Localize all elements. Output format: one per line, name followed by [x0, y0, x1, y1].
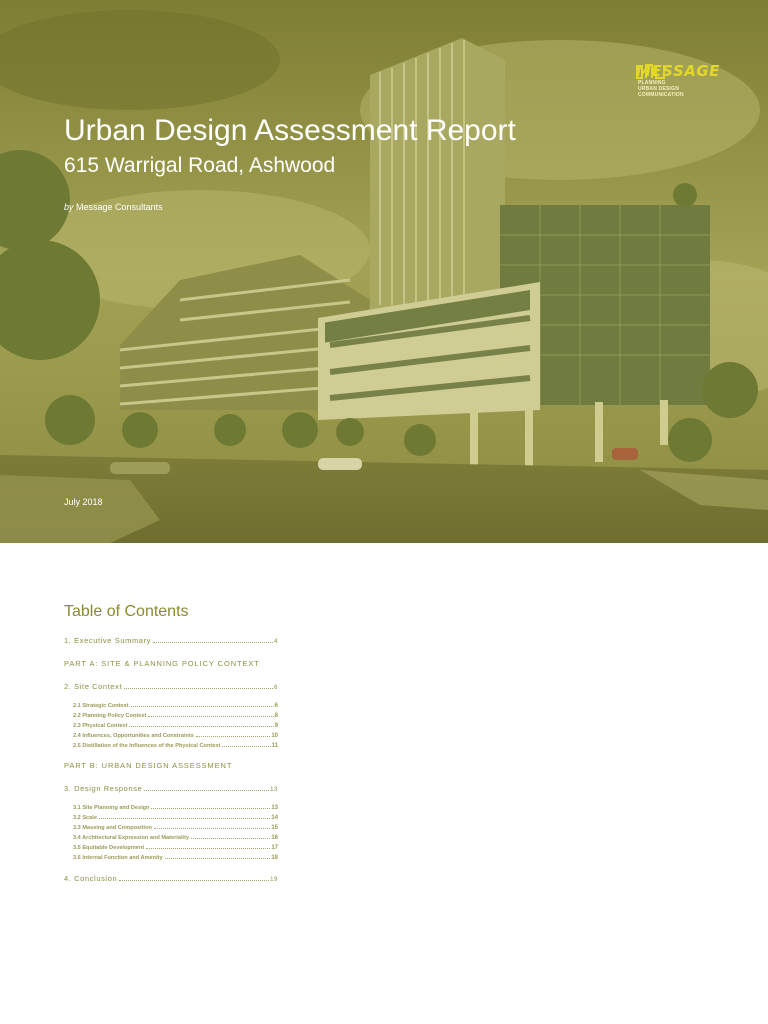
toc-entry-label: 2.1 Strategic Context — [73, 703, 129, 709]
toc-entry-page: 18 — [271, 855, 278, 861]
toc-subentry[interactable] — [73, 825, 278, 831]
toc-entry-page: 15 — [271, 825, 278, 831]
report-address: 615 Warrigal Road, Ashwood — [64, 154, 336, 177]
logo-wordmark: MESSAGE — [636, 62, 720, 80]
toc-subentry[interactable] — [73, 733, 278, 739]
toc-subentry[interactable] — [73, 723, 278, 729]
toc-entry-page: 6 — [274, 685, 278, 691]
toc-entry[interactable] — [64, 874, 278, 883]
toc-entry-label: 4. Conclusion — [64, 874, 118, 883]
author-name: Message Consultants — [76, 202, 163, 212]
toc-entry-label: 2.2 Planning Policy Context — [73, 713, 147, 719]
toc-leader — [124, 688, 273, 689]
toc-entry-label: 2.5 Distillation of the Influences of the Physical Context — [73, 743, 221, 749]
toc-leader — [191, 838, 270, 839]
logo-line-communication: COMMUNICATION — [638, 92, 684, 98]
report-author — [64, 202, 163, 212]
toc-entry-page: 9 — [274, 723, 278, 729]
toc-entry[interactable] — [64, 682, 278, 691]
toc-entry-label: 3.3 Massing and Composition — [73, 825, 152, 831]
toc-subentry[interactable] — [73, 845, 278, 851]
toc-part-heading: PART A: SITE & PLANNING POLICY CONTEXT — [64, 659, 260, 668]
message-logo — [636, 62, 734, 102]
toc-leader — [146, 848, 270, 849]
toc-leader — [99, 818, 270, 819]
toc-leader — [144, 790, 269, 791]
toc-heading: Table of Contents — [64, 603, 189, 620]
toc-entry[interactable] — [64, 636, 278, 645]
report-title: Urban Design Assessment Report — [64, 114, 516, 147]
toc-subentry[interactable] — [73, 703, 278, 709]
toc-part-heading: PART B: URBAN DESIGN ASSESSMENT — [64, 761, 233, 770]
toc-subentry[interactable] — [73, 855, 278, 861]
toc-entry-label: 1. Executive Summary — [64, 636, 152, 645]
toc-entry[interactable] — [64, 784, 278, 793]
toc-entry-page: 13 — [271, 805, 278, 811]
toc-entry-page: 4 — [274, 639, 278, 645]
toc-entry-page: 10 — [271, 733, 278, 739]
toc-entry-page: 17 — [271, 845, 278, 851]
toc-entry-label: 2.3 Physical Context — [73, 723, 128, 729]
toc-entry-page: 6 — [274, 703, 278, 709]
toc-entry-label: 3.6 Internal Function and Amenity — [73, 855, 163, 861]
toc-leader — [222, 746, 270, 747]
toc-entry-label: 3.2 Scale — [73, 815, 97, 821]
toc-entry-page: 13 — [270, 787, 278, 793]
toc-leader — [153, 642, 273, 643]
report-date: July 2018 — [64, 497, 103, 507]
toc-subentry[interactable] — [73, 805, 278, 811]
toc-leader — [151, 808, 270, 809]
toc-subentry[interactable] — [73, 835, 278, 841]
toc-subentry[interactable] — [73, 713, 278, 719]
logo-mark-icon — [636, 62, 666, 80]
toc-entry-label: 3.1 Site Planning and Design — [73, 805, 150, 811]
toc-leader — [148, 716, 273, 717]
logo-line-planning: PLANNING — [638, 80, 666, 86]
toc-entry-label: 3.4 Architectural Expression and Materiality — [73, 835, 190, 841]
toc-leader — [119, 880, 269, 881]
toc-entry-label: 2.4 Influences, Opportunities and Constraints — [73, 733, 194, 739]
toc-entry-label: 2. Site Context — [64, 682, 123, 691]
toc-entry-page: 19 — [270, 877, 278, 883]
by-prefix: by — [64, 202, 74, 212]
toc-leader — [131, 706, 274, 707]
toc-leader — [196, 736, 270, 737]
logo-line-urban-design: URBAN DESIGN — [638, 86, 680, 92]
toc-entry-label: 3. Design Response — [64, 784, 143, 793]
toc-entry-page: 8 — [274, 713, 278, 719]
toc-entry-page: 16 — [271, 835, 278, 841]
toc-entry-page: 14 — [271, 815, 278, 821]
toc-subentry[interactable] — [73, 815, 278, 821]
toc-subentry[interactable] — [73, 743, 278, 749]
toc-leader — [154, 828, 270, 829]
toc-entry-label: 3.5 Equitable Development — [73, 845, 145, 851]
toc-leader — [165, 858, 271, 859]
toc-entry-page: 11 — [271, 743, 278, 749]
toc-leader — [129, 726, 273, 727]
